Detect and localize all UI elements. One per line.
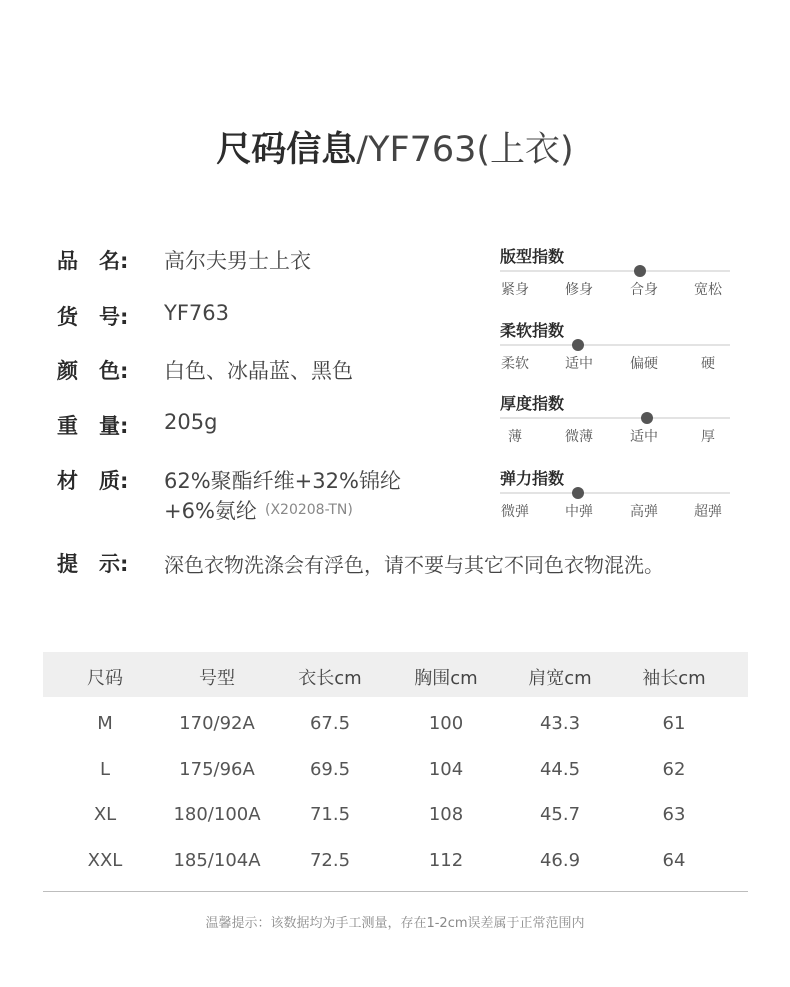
index-level-label: 微弹 bbox=[501, 504, 529, 520]
index-level-label: 高弹 bbox=[630, 504, 658, 520]
index-level-label: 薄 bbox=[508, 429, 522, 445]
index-title: 版型指数 bbox=[500, 247, 565, 266]
tip-label: 提 示: bbox=[57, 552, 129, 576]
material-line1: 62%聚酯纤维+32%锦纶 bbox=[164, 469, 401, 493]
table-header-cell: 肩宽cm bbox=[528, 668, 592, 689]
name-value: 高尔夫男士上衣 bbox=[164, 249, 311, 273]
table-cell: 63 bbox=[662, 804, 686, 825]
index-level-label: 中弹 bbox=[565, 504, 593, 520]
table-cell: 62 bbox=[662, 759, 686, 780]
table-cell: 100 bbox=[428, 713, 464, 734]
index-level-label: 超弹 bbox=[694, 504, 722, 520]
index-level-label: 修身 bbox=[565, 282, 593, 298]
table-cell: 45.7 bbox=[539, 804, 581, 825]
material-line2: +6%氨纶 bbox=[164, 499, 257, 523]
table-header-cell: 号型 bbox=[199, 668, 235, 689]
table-header-cell: 胸围cm bbox=[414, 668, 478, 689]
index-level-label: 偏硬 bbox=[630, 356, 658, 372]
title-main: 尺码信息 bbox=[216, 130, 357, 170]
index-track bbox=[500, 270, 730, 272]
table-cell: L bbox=[99, 759, 111, 780]
table-cell: XXL bbox=[87, 850, 123, 871]
table-cell: 67.5 bbox=[309, 713, 351, 734]
table-cell: 43.3 bbox=[539, 713, 581, 734]
table-cell: 108 bbox=[428, 804, 464, 825]
name-label: 品 名: bbox=[57, 249, 129, 273]
index-title: 厚度指数 bbox=[500, 394, 565, 413]
table-cell: 46.9 bbox=[539, 850, 581, 871]
index-level-label: 适中 bbox=[565, 356, 593, 372]
table-cell: 69.5 bbox=[309, 759, 351, 780]
material-label: 材 质: bbox=[57, 469, 129, 493]
index-level-label: 合身 bbox=[630, 282, 658, 298]
table-cell: 185/104A bbox=[173, 850, 261, 871]
table-header-cell: 袖长cm bbox=[642, 668, 706, 689]
weight-label: 重 量: bbox=[57, 414, 129, 438]
table-cell: 180/100A bbox=[173, 804, 261, 825]
table-cell: 170/92A bbox=[179, 713, 255, 734]
index-marker bbox=[572, 339, 584, 351]
table-cell: 64 bbox=[662, 850, 686, 871]
table-cell: 72.5 bbox=[309, 850, 351, 871]
table-cell: 44.5 bbox=[539, 759, 581, 780]
tip-value: 深色衣物洗涤会有浮色，请不要与其它不同色衣物混洗。 bbox=[164, 553, 664, 577]
table-cell: 104 bbox=[428, 759, 464, 780]
table-cell: 71.5 bbox=[309, 804, 351, 825]
index-level-label: 宽松 bbox=[694, 282, 722, 298]
table-cell: M bbox=[97, 713, 113, 734]
index-title: 弹力指数 bbox=[500, 469, 565, 488]
table-header-cell: 衣长cm bbox=[298, 668, 362, 689]
index-level-label: 厚 bbox=[701, 429, 715, 445]
index-track bbox=[500, 344, 730, 346]
table-cell: 175/96A bbox=[179, 759, 255, 780]
table-cell: 61 bbox=[662, 713, 686, 734]
table-divider bbox=[43, 891, 748, 892]
table-header-cell: 尺码 bbox=[87, 668, 123, 689]
sku-label: 货 号: bbox=[57, 305, 129, 329]
index-marker bbox=[634, 265, 646, 277]
index-level-label: 硬 bbox=[701, 356, 715, 372]
color-label: 颜 色: bbox=[57, 359, 129, 383]
index-level-label: 柔软 bbox=[501, 356, 529, 372]
index-level-label: 紧身 bbox=[501, 282, 529, 298]
material-code: (X20208-TN) bbox=[265, 502, 353, 518]
index-title: 柔软指数 bbox=[500, 321, 565, 340]
index-level-label: 适中 bbox=[630, 429, 658, 445]
index-track bbox=[500, 417, 730, 419]
weight-value: 205g bbox=[164, 410, 218, 434]
index-marker bbox=[641, 412, 653, 424]
measurement-note: 温馨提示：该数据均为手工测量，存在1-2cm误差属于正常范围内 bbox=[205, 916, 585, 931]
sku-value: YF763 bbox=[164, 301, 229, 325]
index-level-label: 微薄 bbox=[565, 429, 593, 445]
table-cell: 112 bbox=[428, 850, 464, 871]
index-marker bbox=[572, 487, 584, 499]
color-value: 白色、冰晶蓝、黑色 bbox=[164, 359, 353, 383]
title-model: /YF763(上衣) bbox=[356, 130, 574, 170]
page-title bbox=[0, 122, 790, 172]
table-cell: XL bbox=[93, 804, 117, 825]
index-track bbox=[500, 492, 730, 494]
